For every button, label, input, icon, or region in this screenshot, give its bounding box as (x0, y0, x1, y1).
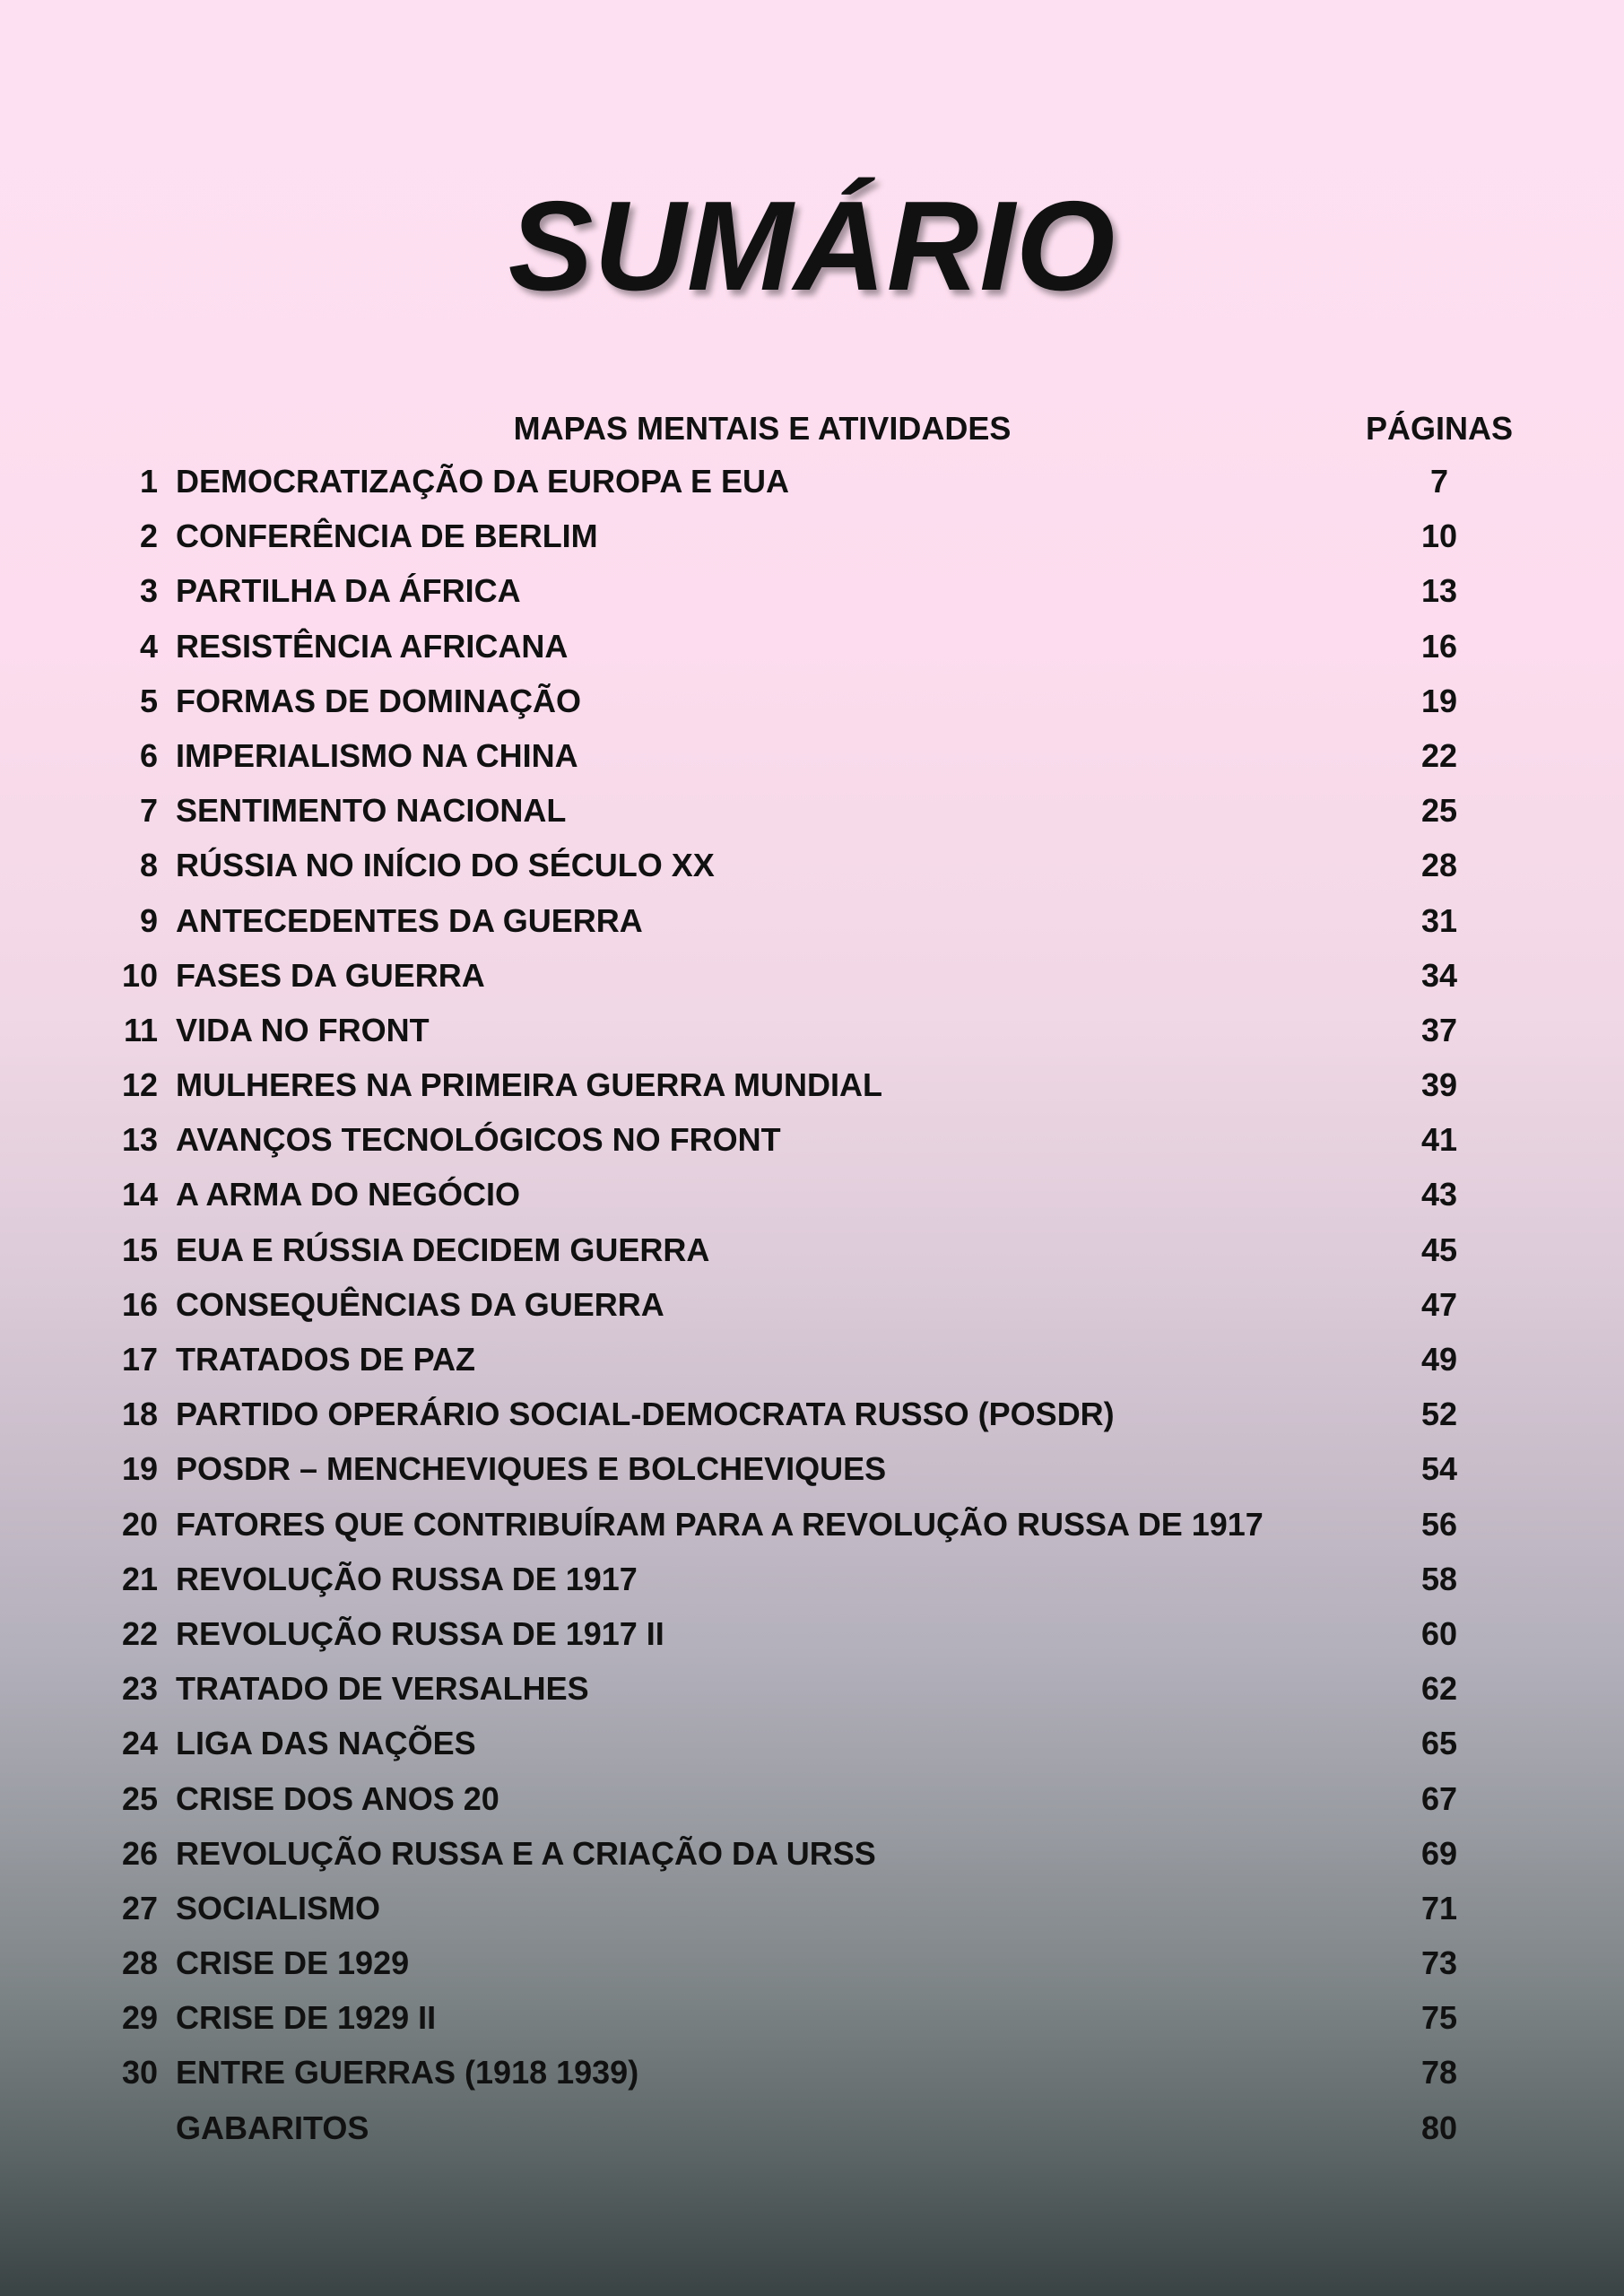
toc-row (0, 1889, 1624, 1944)
toc-title: POSDR – MENCHEVIQUES E BOLCHEVIQUES (176, 1450, 887, 1488)
toc-title: SENTIMENTO NACIONAL (176, 792, 567, 830)
toc-page: 69 (1420, 1834, 1458, 1872)
column-header-pages: PÁGINAS (1365, 410, 1514, 447)
toc-page: 22 (1420, 736, 1458, 774)
toc-title: PARTIDO OPERÁRIO SOCIAL-DEMOCRATA RUSSO (POSDR) (176, 1396, 1115, 1433)
toc-title: SOCIALISMO (176, 1889, 381, 1926)
toc-number: 9 (139, 901, 158, 939)
toc-page: 45 (1420, 1231, 1458, 1268)
toc-page: 54 (1420, 1450, 1458, 1488)
toc-title: TRATADOS DE PAZ (176, 1341, 475, 1378)
toc-page: 75 (1420, 1999, 1458, 2037)
toc-page: 73 (1420, 1944, 1458, 1982)
toc-number: 26 (121, 1834, 158, 1872)
toc-title: REVOLUÇÃO RUSSA DE 1917 II (176, 1614, 664, 1652)
toc-number: 12 (121, 1066, 158, 1104)
toc-page: 65 (1420, 1725, 1458, 1762)
toc-title: CRISE DE 1929 (176, 1944, 410, 1982)
toc-page: 56 (1420, 1505, 1458, 1543)
toc-title: A ARMA DO NEGÓCIO (176, 1176, 520, 1213)
toc-number: 30 (121, 2054, 158, 2092)
toc-title: CRISE DE 1929 II (176, 1999, 437, 2037)
toc-page: 25 (1420, 792, 1458, 830)
toc-number: 15 (121, 1231, 158, 1268)
toc-number: 1 (139, 463, 158, 500)
toc-title: CONSEQUÊNCIAS DA GUERRA (176, 1285, 664, 1323)
toc-title: AVANÇOS TECNOLÓGICOS NO FRONT (176, 1121, 781, 1159)
toc-number: 11 (123, 1011, 158, 1048)
toc-number: 2 (139, 517, 158, 555)
toc-title: FASES DA GUERRA (176, 956, 485, 994)
toc-row (0, 1011, 1624, 1065)
toc-title: CONFERÊNCIA DE BERLIM (176, 517, 598, 555)
toc-page: 41 (1420, 1121, 1458, 1159)
toc-page: 7 (1429, 463, 1449, 500)
toc-row (0, 1779, 1624, 1834)
toc-page: 28 (1420, 847, 1458, 884)
toc-number: 10 (121, 956, 158, 994)
toc-title: LIGA DAS NAÇÕES (176, 1725, 476, 1762)
toc-number: 8 (139, 847, 158, 884)
toc-row (0, 1614, 1624, 1669)
toc-row (0, 517, 1624, 571)
toc-number: 28 (121, 1944, 158, 1982)
toc-row (0, 1065, 1624, 1120)
toc-number: 24 (121, 1725, 158, 1762)
toc-title: REVOLUÇÃO RUSSA E A CRIAÇÃO DA URSS (176, 1834, 876, 1872)
toc-page: 80 (1420, 2109, 1458, 2146)
toc-number: 14 (121, 1176, 158, 1213)
toc-title: PARTILHA DA ÁFRICA (176, 572, 521, 610)
toc-row (0, 682, 1624, 736)
toc-title: IMPERIALISMO NA CHINA (176, 736, 578, 774)
toc-title: DEMOCRATIZAÇÃO DA EUROPA E EUA (176, 463, 789, 500)
toc-page: 78 (1420, 2054, 1458, 2092)
toc-page: 39 (1420, 1066, 1458, 1104)
table-of-contents (0, 462, 1624, 2163)
toc-page: 19 (1420, 682, 1458, 719)
toc-row (0, 571, 1624, 626)
toc-page: 62 (1420, 1670, 1458, 1708)
toc-row-answers (0, 2109, 1624, 2163)
toc-number: 3 (139, 572, 158, 610)
toc-row (0, 1449, 1624, 1504)
toc-number: 23 (121, 1670, 158, 1708)
toc-page: 37 (1420, 1011, 1458, 1048)
toc-page: 13 (1420, 572, 1458, 610)
page-title: SUMÁRIO (508, 175, 1116, 317)
toc-page: 67 (1420, 1779, 1458, 1817)
toc-number: 19 (121, 1450, 158, 1488)
toc-page: 52 (1420, 1396, 1458, 1433)
toc-page: 60 (1420, 1614, 1458, 1652)
toc-row (0, 1998, 1624, 2053)
toc-number: 18 (121, 1396, 158, 1433)
toc-number: 21 (121, 1560, 158, 1597)
column-header-topics: MAPAS MENTAIS E ATIVIDADES (513, 410, 1012, 447)
toc-title: VIDA NO FRONT (176, 1011, 430, 1048)
toc-row (0, 1175, 1624, 1230)
toc-row (0, 1340, 1624, 1395)
toc-title: REVOLUÇÃO RUSSA DE 1917 (176, 1560, 638, 1597)
toc-title: FATORES QUE CONTRIBUÍRAM PARA A REVOLUÇÃO RUSSA DE 1917 (176, 1505, 1264, 1543)
toc-title: RÚSSIA NO INÍCIO DO SÉCULO XX (176, 847, 715, 884)
toc-number: 5 (139, 682, 158, 719)
toc-number: 7 (139, 792, 158, 830)
toc-number: 29 (121, 1999, 158, 2037)
toc-row (0, 736, 1624, 791)
toc-page: 49 (1420, 1341, 1458, 1378)
toc-title: GABARITOS (176, 2109, 369, 2146)
toc-row (0, 1285, 1624, 1340)
toc-row (0, 1944, 1624, 1998)
toc-page: 58 (1420, 1560, 1458, 1597)
toc-row (0, 627, 1624, 682)
toc-row (0, 462, 1624, 517)
toc-row (0, 1560, 1624, 1614)
toc-title: MULHERES NA PRIMEIRA GUERRA MUNDIAL (176, 1066, 882, 1104)
toc-page: 47 (1420, 1285, 1458, 1323)
toc-title: EUA E RÚSSIA DECIDEM GUERRA (176, 1231, 710, 1268)
toc-page: 10 (1420, 517, 1458, 555)
toc-title: ANTECEDENTES DA GUERRA (176, 901, 643, 939)
toc-number: 6 (139, 736, 158, 774)
toc-title: CRISE DOS ANOS 20 (176, 1779, 499, 1817)
toc-page: 31 (1420, 901, 1458, 939)
toc-row (0, 1669, 1624, 1724)
toc-row (0, 791, 1624, 846)
toc-number: 13 (121, 1121, 158, 1159)
toc-number: 17 (121, 1341, 158, 1378)
toc-row (0, 1834, 1624, 1889)
toc-row (0, 1724, 1624, 1779)
toc-row (0, 901, 1624, 956)
toc-row (0, 1395, 1624, 1449)
toc-number: 20 (121, 1505, 158, 1543)
toc-page: 16 (1420, 627, 1458, 665)
toc-title: RESISTÊNCIA AFRICANA (176, 627, 569, 665)
toc-page: 43 (1420, 1176, 1458, 1213)
toc-page: 71 (1420, 1889, 1458, 1926)
toc-title: ENTRE GUERRAS (1918 1939) (176, 2054, 639, 2092)
toc-number: 22 (121, 1614, 158, 1652)
toc-title: FORMAS DE DOMINAÇÃO (176, 682, 581, 719)
toc-number: 27 (121, 1889, 158, 1926)
toc-row (0, 1505, 1624, 1560)
toc-page: 34 (1420, 956, 1458, 994)
toc-number: 16 (121, 1285, 158, 1323)
toc-row (0, 1231, 1624, 1285)
toc-title: TRATADO DE VERSALHES (176, 1670, 589, 1708)
toc-row (0, 1120, 1624, 1175)
toc-row (0, 2053, 1624, 2108)
toc-row (0, 956, 1624, 1011)
toc-number: 4 (139, 627, 158, 665)
toc-number: 25 (121, 1779, 158, 1817)
toc-row (0, 846, 1624, 900)
